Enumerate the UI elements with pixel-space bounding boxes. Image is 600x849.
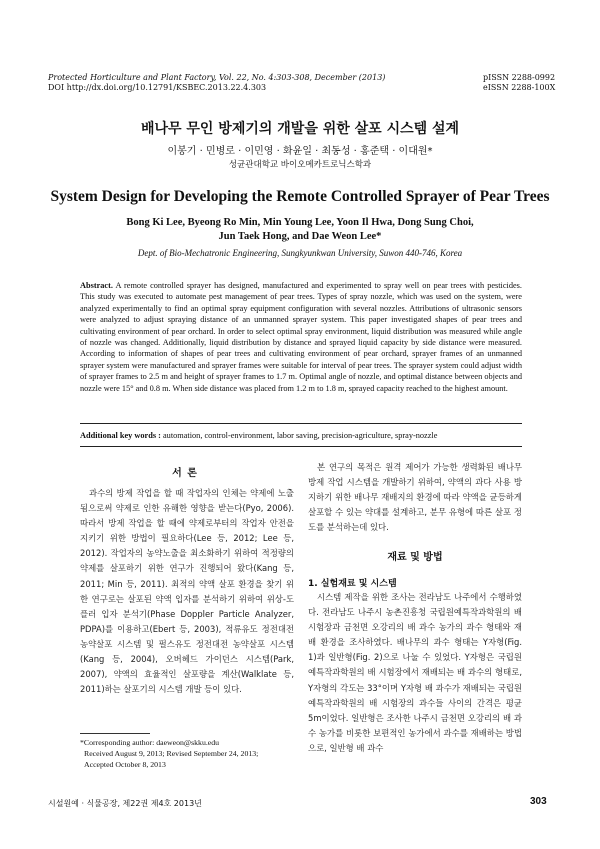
journal-citation: Protected Horticulture and Plant Factory, Vol. 22, No. 4:303-308, December (2013) [48,73,386,82]
english-authors-line-2: Jun Taek Hong, and Dae Weon Lee* [218,231,382,242]
footnote-rule [80,733,150,734]
english-authors [0,216,600,244]
korean-affiliation: 성균관대학교 바이오메카트로닉스학과 [228,160,372,170]
introduction-paragraph: 과수의 방제 작업을 할 때 작업자의 인체는 약제에 노출됨으로써 약제로 인한 유해한 영향을 받는다(Pyo, 2006). 따라서 방제 작업을 할 때에 약제로부터의 작업자 안전을 지키기 위한 방법이 필요하다(Lee 등, 2012; Lee 등, 2012). 작업자의 농약노출을 최소화하기 위하여 적정량의 약제를 살포하기 위한 연구가 진행되어 왔다(Kang 등, 2011; Min 등, 2011). 최적의 약액 살포 환경을 찾기 위한 연구로는 살포된 약액 입자를 분석하기 위하여 위상-도플러 입자 분석기(Phase Doppler Particle Analyzer, PDPA)를 이용하고(Ebert 등, 2003), 적류유도 정전대전 농약살포 시스템 및 펄스유도 정전대전 농약살포 시스템(Kang 등, 2004), 오버헤드 가이던스 시스템(Park, 2007), 약액의 효율적인 살포량을 계산(Walklate 등, 2011)하는 살포기의 시스템 개발 등이 있다. [80,488,294,695]
korean-title: 배나무 무인 방제기의 개발을 위한 살포 시스템 설계 [140,121,460,137]
keywords-label: Additional key words : [80,431,161,440]
methods-paragraph: 시스템 제작을 위한 조사는 전라남도 나주에서 수행하였다. 전라남도 나주시 농촌진흥청 국립원예특작과학원의 배 시험장과 금천면 오강리의 배 과수 농가의 과수 형태와 재배 환경을 조사하였다. 배나무의 과수 형태는 Y자형(Fig. 1)과 일반형(Fig. 2)으로 나눌 수 있었다. Y자형은 국립원예특작과학원의 배 시험장에서 재배되는 배 과수의 형태로, Y자형의 각도는 33°이며 Y자형 배 과수가 재배되는 국립원예특작과학원의 배 시험장의 과수들 사이의 간격은 평균 5m이었다. 일반형은 조사한 나주시 금천면 오강리의 배 과수 농가를 비롯한 보편적인 농가에서 과수를 재배하는 방법으로, 일반형 배 과수 [308,592,522,753]
english-authors-line-1: Bong Ki Lee, Byeong Ro Min, Min Young Lee, Yoon Il Hwa, Dong Sung Choi, [126,217,474,228]
english-affiliation: Dept. of Bio-Mechatronic Engineering, Sungkyunkwan University, Suwon 440-746, Korea [137,248,463,258]
pissn: pISSN 2288-0992 [483,73,556,82]
keywords-top-rule [80,423,522,424]
subsection-heading: 1. 실험재료 및 시스템 [308,579,397,589]
footer-journal: 시설원예 · 식물공장, 제22권 제4호 2013년 [48,799,202,808]
english-title: System Design for Developing the Remote Controlled Sprayer of Pear Trees [50,188,550,205]
keywords-bottom-rule [80,446,522,447]
abstract-text: A remote controlled sprayer has designed, manufactured and experimented to spray well on pear trees with pesticides. This study was executed to automate pest management of pear trees. Types of spray nozzle, which was used on the system, were analyzed experimentally to find an optimal spray equipment configuration with several nozzles. Attributions of ultrasonic sensors were analyzed to adjust spraying distance of an unmanned sprayer system. This paper investigated shapes of pear trees and cultivating environment of pear orchard. In order to select optimal spray environment, liquid distribution was measured while angle of nozzle was changed. Additionally, liquid distribution by distance and sprayed liquid capacity by side distance were measured. According to information of shapes of pear trees and cultivating environment of pear orchard, sprayer frames of an unmanned sprayer system were manufactured and sprayer frames were suitable for interval of pear trees. The sprayer system could adjust width of sprayer frames to 2.5 m and height of sprayer frames to 1.7 m. Optimal angle of nozzle, and optimal distance between objects and nozzle were 15° and 0.8 m. When side distance was placed from 1.2 m to 1.8 m, sprayed capacity reached to the highest amount. [80,281,522,393]
footnote [80,737,300,770]
page-number: 303 [530,796,547,807]
methods-heading: 재료 및 방법 [387,552,443,563]
corresponding-author: *Corresponding author: daeweon@skku.edu [80,738,220,747]
doi-line: DOI http://dx.doi.org/10.12791/KSBEC.2013.22.4.303 [48,83,267,92]
accepted-date: Accepted October 8, 2013 [84,760,166,769]
korean-authors: 이봉기 · 민병로 · 이민영 · 화윤일 · 최동성 · 홍준택 · 이대원* [167,146,433,157]
intro-continued-paragraph: 본 연구의 목적은 원격 제어가 가능한 생력화된 배나무 방제 작업 시스템을 개발하기 위하여, 약액의 과다 사용 방지하기 위한 배나무 재배지의 환경에 따라 약액을 균등하게 살포할 수 있는 약대를 설계하고, 분무 유형에 따른 살포 정도를 분석하는데 있다. [308,462,522,533]
abstract [80,280,522,394]
received-dates: Received August 9, 2013; Revised September 24, 2013; [84,749,259,758]
keywords [80,430,522,441]
keywords-text: automation, control-environment, labor saving, precision-agriculture, spray-nozzle [160,431,438,440]
eissn: eISSN 2288-100X [483,83,556,92]
introduction-heading: 서 론 [172,468,198,479]
abstract-label: Abstract. [80,281,113,290]
